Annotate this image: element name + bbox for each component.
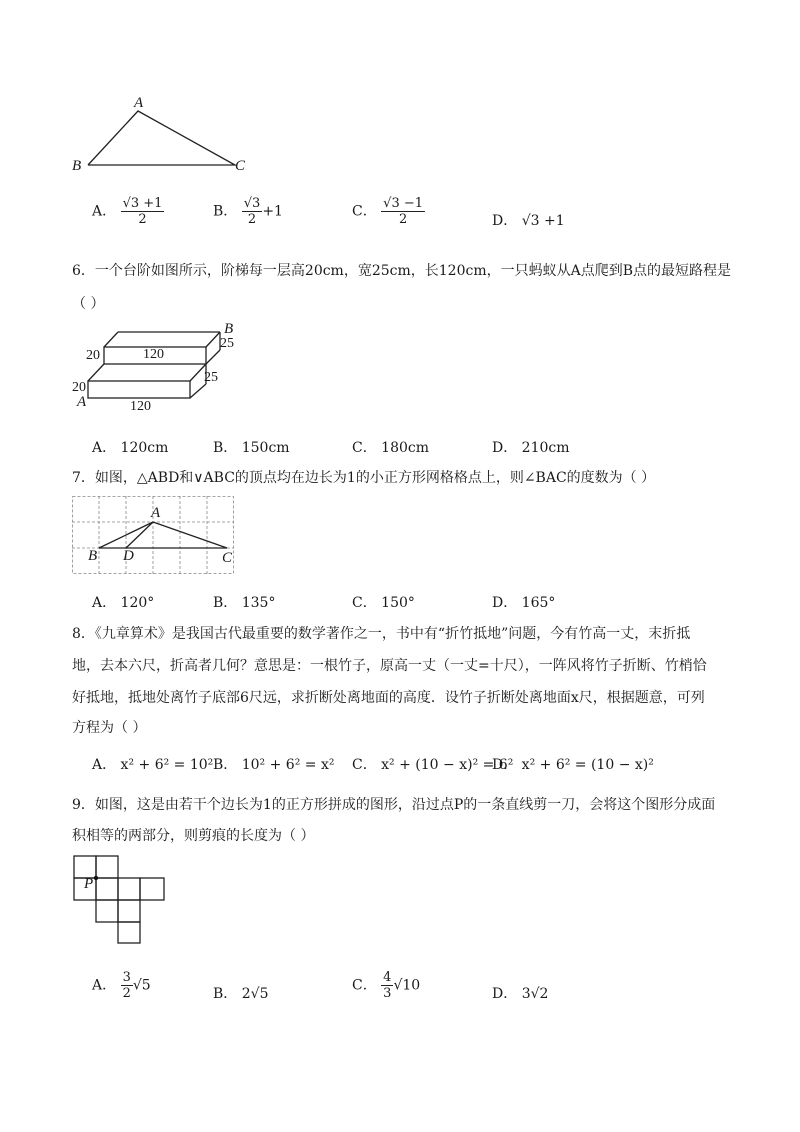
q9-option-d[interactable] — [492, 983, 548, 1003]
option-value: √3 +1 — [521, 213, 565, 229]
point-label-p: P — [84, 876, 94, 892]
option-letter: B． — [213, 986, 238, 1002]
q6-text-line1: 6．一个台阶如图所示，阶梯每一层高20cm，宽25cm，长120cm，一只蚂蚁从A点爬到B点的最短路程是 — [72, 263, 732, 279]
square-tiles-figure — [73, 855, 168, 945]
option-letter: A． — [92, 977, 117, 994]
option-letter: C． — [352, 203, 377, 220]
q9-option-a[interactable] — [92, 970, 151, 1001]
fraction — [242, 196, 263, 227]
denominator: 2 — [138, 212, 147, 227]
q8-option-d[interactable]: D． x² + 6² = (10 − x)² — [492, 757, 654, 773]
q8-text-line2: 地，去本六尺，折高者几何？意思是：一根竹子，原高一丈（一丈=十尺），一阵风将竹子折断、竹梢恰 — [72, 658, 707, 674]
q8-text-line4: 方程为（ ） — [72, 720, 147, 736]
q7-option-d[interactable]: D． 165° — [492, 595, 556, 611]
denominator: 3 — [383, 986, 392, 1001]
q6-text-line2: （ ） — [72, 296, 105, 312]
option-letter: A． — [92, 203, 117, 220]
radical: √10 — [393, 977, 421, 994]
vertex-label-a: A — [134, 95, 144, 111]
q6-option-b[interactable]: B． 150cm — [213, 440, 290, 456]
q7-option-b[interactable]: B． 135° — [213, 595, 276, 611]
q9-option-b[interactable] — [213, 983, 269, 1003]
q5-option-b[interactable] — [213, 196, 283, 227]
vertex-label-b: B — [72, 158, 82, 174]
q8-option-a[interactable]: A． x² + 6² = 10² — [92, 757, 214, 773]
q7-text-line1: 7．如图，△ABD和∨ABC的顶点均在边长为1的小正方形网格格点上，则∠BAC的度数为（ ） — [72, 470, 656, 486]
denominator: 2 — [247, 212, 257, 227]
denominator: 2 — [398, 212, 408, 227]
grid-label-a: A — [151, 505, 161, 521]
fraction — [121, 196, 165, 227]
option-value: 2√5 — [241, 986, 269, 1002]
grid-label-c: C — [222, 550, 233, 566]
step-width-label-upper: 25 — [220, 336, 234, 351]
triangle-abc-figure — [70, 95, 260, 180]
q5-option-a[interactable] — [92, 196, 164, 227]
numerator: 4 — [383, 970, 392, 985]
fraction — [121, 970, 133, 1001]
step-length-label-upper: 120 — [143, 347, 164, 362]
step-height-label-upper: 20 — [86, 348, 100, 363]
q6-option-d[interactable]: D． 210cm — [492, 440, 570, 456]
q9-text-line2: 积相等的两部分，则剪痕的长度为（ ） — [72, 828, 315, 844]
numerator: 3 — [122, 970, 131, 985]
q6-option-a[interactable]: A． 120cm — [92, 440, 169, 456]
point-label-a: A — [77, 394, 87, 410]
q5-option-c[interactable] — [352, 196, 425, 227]
step-length-label-lower: 120 — [130, 399, 151, 414]
fraction — [381, 196, 425, 227]
numerator: √3 — [243, 196, 261, 211]
denominator: 2 — [122, 986, 131, 1001]
q6-option-c[interactable]: C． 180cm — [352, 440, 429, 456]
option-letter: D． — [492, 213, 518, 229]
q7-option-a[interactable]: A． 120° — [92, 595, 155, 611]
grid-label-d: D — [123, 548, 134, 564]
fraction — [381, 970, 393, 1001]
option-letter: B． — [213, 203, 238, 220]
step-width-label-lower: 25 — [204, 370, 218, 385]
staircase-figure — [70, 320, 250, 420]
q9-text-line1: 9．如图，这是由若干个边长为1的正方形拼成的图形，沿过点P的一条直线剪一刀，会将这个图形分成面 — [72, 797, 716, 813]
numerator: √3 −1 — [383, 196, 424, 211]
numerator: √3 +1 — [122, 196, 163, 211]
q8-option-b[interactable]: B． 10² + 6² = x² — [213, 757, 335, 773]
option-value: 3√2 — [521, 986, 549, 1002]
tail-term: +1 — [262, 203, 283, 220]
q8-option-c[interactable]: C． x² + (10 − x)² = 6² — [352, 757, 514, 773]
q5-option-d[interactable] — [492, 210, 565, 230]
radical: √5 — [132, 977, 151, 994]
q8-text-line3: 好抵地，抵地处离竹子底部6尺远，求折断处离地面的高度．设竹子折断处离地面x尺，根据题意，可列 — [72, 690, 705, 706]
grid-label-b: B — [88, 548, 98, 564]
option-letter: D． — [492, 986, 518, 1002]
q8-text-line1: 8．《九章算术》是我国古代最重要的数学著作之一，书中有“折竹抵地”问题，今有竹高一丈，末折抵 — [72, 626, 691, 642]
option-letter: C． — [352, 977, 377, 994]
vertex-label-c: C — [235, 158, 246, 174]
q9-option-c[interactable] — [352, 970, 420, 1001]
point-label-b: B — [224, 321, 234, 337]
q7-option-c[interactable]: C． 150° — [352, 595, 415, 611]
step-height-label-lower: 20 — [72, 380, 86, 395]
